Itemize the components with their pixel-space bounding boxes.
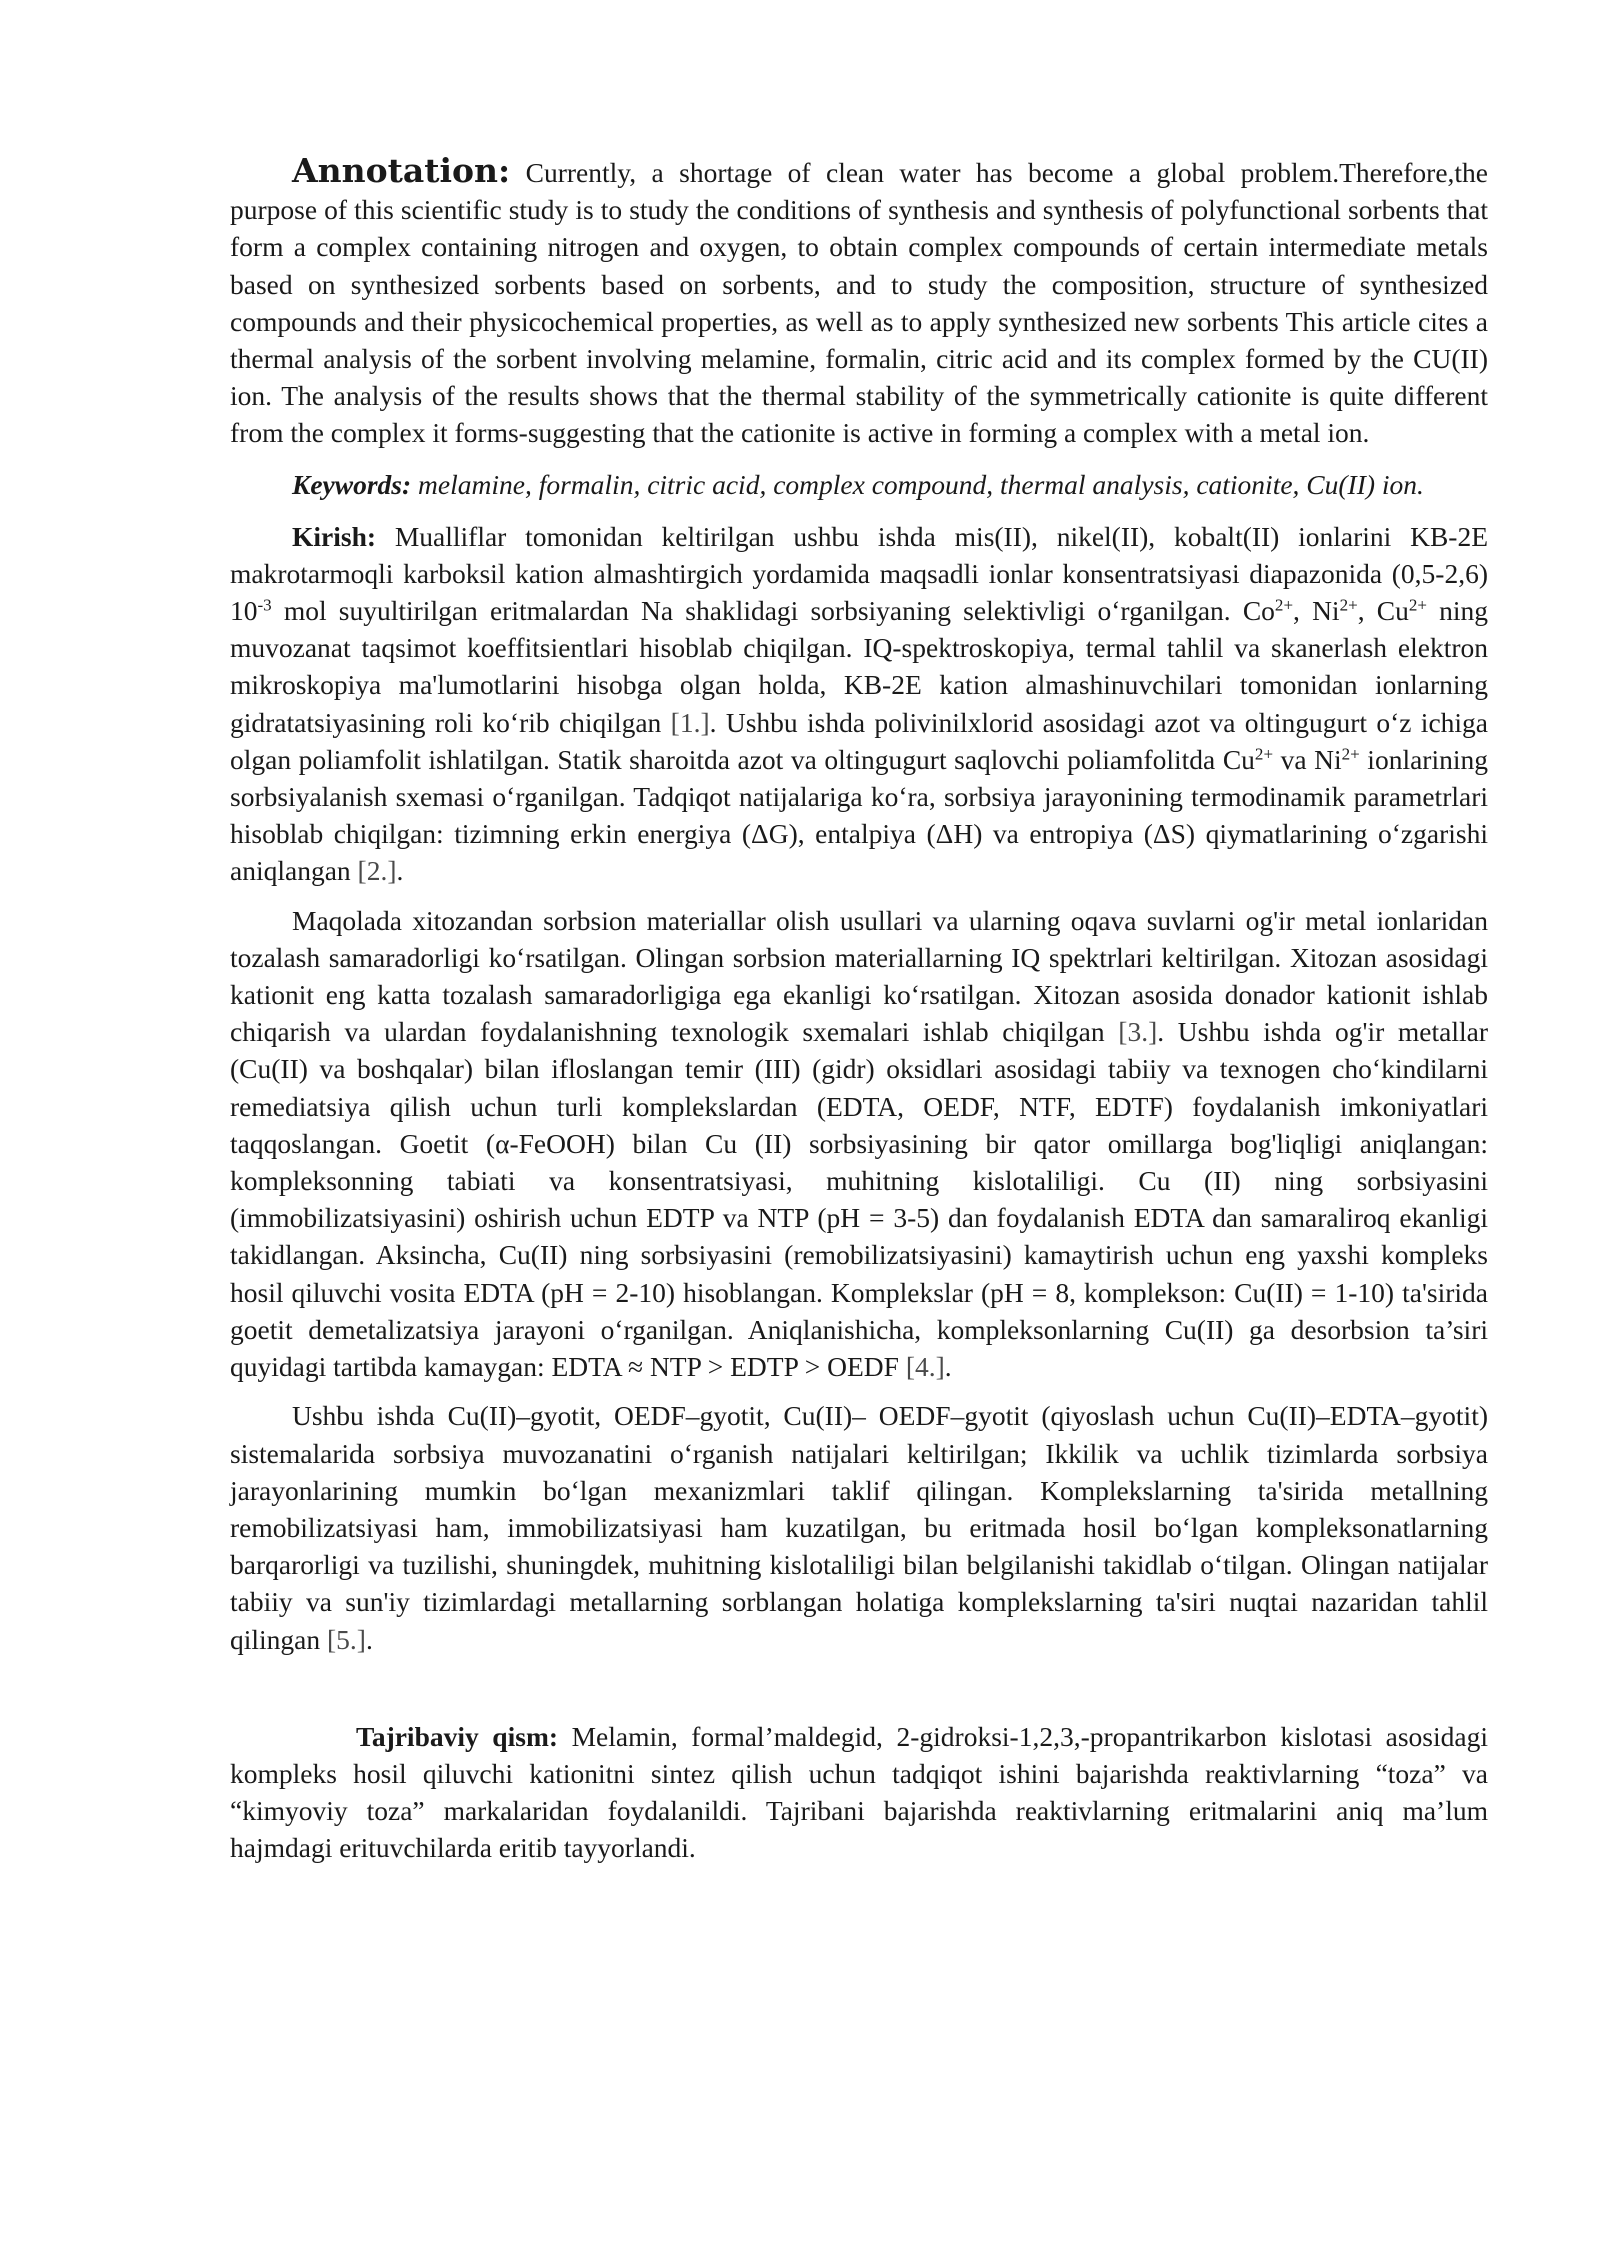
maqola-text-2: . Ushbu ishda og'ir metallar (Cu(II) va boshqalar) bilan ifloslangan temir (III) (gidr) oksidlari asosidagi tabiiy va texnogen cho‘kindilarni remediatsiya qilish uchun turli komplekslardan (EDTA, OEDF, NTF, EDTF) foydalanish imkoniyatlari taqqoslangan. Goetit (α-FeOOH) bilan Cu (II) sorbsiyasining bir qator omillarga bog'liqligi aniqlangan: kompleksonning tabiati va konsentratsiyasi, muhitning kislotaliligi. Cu (II) ning sorbsiyasini (immobilizatsiyasini) oshirish uchun EDTP va NTP (pH = 3-5) dan foydalanish EDTA dan samaraliroq ekanligi takidlangan. Aksincha, Cu(II) ning sorbsiyasini (remobilizatsiyasini) kamaytirish uchun eng yaxshi kompleks hosil qiluvchi vosita EDTA (pH = 2-10) hisoblangan. Komplekslar (pH = 8, komplekson: Cu(II) = 1-10) ta'sirida goetit demetalizatsiya jarayoni o‘rganilgan. Aniqlanishicha, kompleksonlarning Cu(II) ga desorbsion ta’siri quyidagi tartibda kamaygan: EDTA ≈ NTP > EDTP > OEDF: [230, 1016, 1488, 1383]
superscript: 2+: [1339, 595, 1358, 615]
kirish-text-1: Mualliflar tomonidan keltirilgan ushbu ishda mis(II), nikel(II), kobalt(II) ionlarini KB-2E makrotarmoqli karboksil kation almashtirgich yordamida maqsadli ionlar konsentratsiyasi diapazonida (0,5-2,6) 10: [230, 520, 1488, 627]
ushbu-text-2: .: [365, 1623, 373, 1655]
reference-2: [2.]: [357, 855, 397, 887]
kirish-text-6: . Ushbu ishda polivinilxlorid asosidagi azot va oltingugurt o‘z ichiga olgan poliamfolit ishlatilgan. Statik sharoitda azot va oltingugurt saqlovchi poliamfolitda Cu: [230, 706, 1489, 775]
keywords-label: Keywords:: [292, 468, 412, 500]
superscript: 2+: [1274, 595, 1294, 615]
ushbu-paragraph: [230, 1397, 1488, 1657]
reference-3: [3.]: [1118, 1016, 1158, 1048]
reference-4: [4.]: [905, 1351, 945, 1383]
superscript: 2+: [1341, 744, 1360, 764]
annotation-text: Currently, a shortage of clean water has become a global problem.Therefore,the purpose of this scientific study is to study the conditions of synthesis and synthesis of polyfunctional sorbents that form a complex containing nitrogen and oxygen, to obtain complex compounds of certain intermediate metals based on synthesized sorbents based on sorbents, and to study the composition, structure of synthesized compounds and their physicochemical properties, as well as to apply synthesized new sorbents This article cites a thermal analysis of the sorbent involving melamine, formalin, citric acid and its complex formed by the CU(II) ion. The analysis of the results shows that the thermal stability of the symmetrically cationite is quite different from the complex it forms-suggesting that the cationite is active in forming a complex with a metal ion.: [230, 157, 1488, 449]
tajriba-heading: Tajribaviy qism:: [356, 1720, 559, 1752]
keywords-text: melamine, formalin, citric acid, complex compound, thermal analysis, cationite, Cu(II) ion.: [418, 468, 1424, 500]
document-page: [230, 152, 1488, 1879]
kirish-paragraph: [230, 518, 1488, 890]
reference-5: [5.]: [327, 1623, 366, 1655]
superscript: 2+: [1254, 744, 1274, 764]
maqola-text-1: Maqolada xitozandan sorbsion materiallar olish usullari va ularning oqava suvlarni og'ir metal ionlaridan tozalash samaradorligi ko‘rsatilgan. Olingan sorbsion materiallarning IQ spektrlari keltirilgan. Xitozan asosidagi kationit eng katta tozalash samaradorligiga ega ekanligi ko‘rsatilgan. Xitozan asosida donador kationit ishlab chiqarish va ulardan foydalanishning texnologik sxemalari ishlab chiqilgan: [230, 904, 1488, 1048]
kirish-text-7: va Ni: [1273, 743, 1342, 775]
superscript: 2+: [1408, 595, 1427, 615]
kirish-text-3: , Ni: [1293, 595, 1340, 627]
annotation-heading: Annotation:: [292, 151, 511, 190]
keywords-paragraph: [230, 464, 1488, 506]
kirish-heading: Kirish:: [292, 520, 377, 552]
reference-1: [1.]: [670, 706, 710, 738]
kirish-text-2: mol suyultirilgan eritmalardan Na shaklidagi sorbsiyaning selektivligi o‘rganilgan. Co: [271, 595, 1275, 627]
maqola-paragraph: [230, 902, 1488, 1386]
tajriba-paragraph: [230, 1718, 1488, 1867]
kirish-text-4: , Cu: [1357, 595, 1409, 627]
annotation-paragraph: [230, 152, 1488, 452]
superscript: -3: [257, 595, 272, 615]
maqola-text-3: .: [944, 1351, 952, 1383]
kirish-text-9: .: [396, 855, 404, 887]
kirish-text-5: ning muvozanat taqsimot koeffitsientlari hisoblab chiqilgan. IQ-spektroskopiya, termal tahlil va skanerlash elektron mikroskopiya ma'lumotlarini hisobga olgan holda, KB-2E kation almashinuvchilari tomonidan ionlarning gidratatsiyasining roli ko‘rib chiqilgan: [230, 595, 1488, 738]
kirish-text-8: ionlarining sorbsiyalanish sxemasi o‘rganilgan. Tadqiqot natijalariga ko‘ra, sorbsiya jarayonining termodinamik parametrlari hisoblab chiqilgan: tizimning erkin energiya (ΔG), entalpiya (ΔH) va entropiya (ΔS) qiymatlarining o‘zgarishi aniqlangan: [230, 743, 1488, 887]
ushbu-text-1: Ushbu ishda Cu(II)–gyotit, OEDF–gyotit, Cu(II)– OEDF–gyotit (qiyoslash uchun Cu(II)–EDTA–gyotit) sistemalarida sorbsiya muvozanatini o‘rganish natijalari keltirilgan; Ikkilik va uchlik tizimlarda sorbsiya jarayonlarining mumkin bo‘lgan mexanizmlari taklif qilingan. Komplekslarning ta'sirida metallning remobilizatsiyasi ham, immobilizatsiyasi ham kuzatilgan, bu eritmada hosil bo‘lgan kompleksonatlarning barqarorligi va tuzilishi, shuningdek, muhitning kislotaliligi bilan belgilanishi takidlab o‘tilgan. Olingan natijalar tabiiy va sun'iy tizimlardagi metallarning sorblangan holatiga komplekslarning ta'siri nuqtai nazaridan tahlil qilingan: [230, 1400, 1488, 1655]
tajriba-text: Melamin, formal’maldegid, 2-gidroksi-1,2,3,-propantrikarbon kislotasi asosidagi kompleks hosil qiluvchi kationitni sintez qilish uchun tadqiqot ishini bajarishda reaktivlarning “toza” va “kimyoviy toza” markalaridan foydalanildi. Tajribani bajarishda reaktivlarning eritmalarini aniq ma’lum hajmdagi erituvchilarda eritib tayyorlandi.: [230, 1720, 1488, 1864]
